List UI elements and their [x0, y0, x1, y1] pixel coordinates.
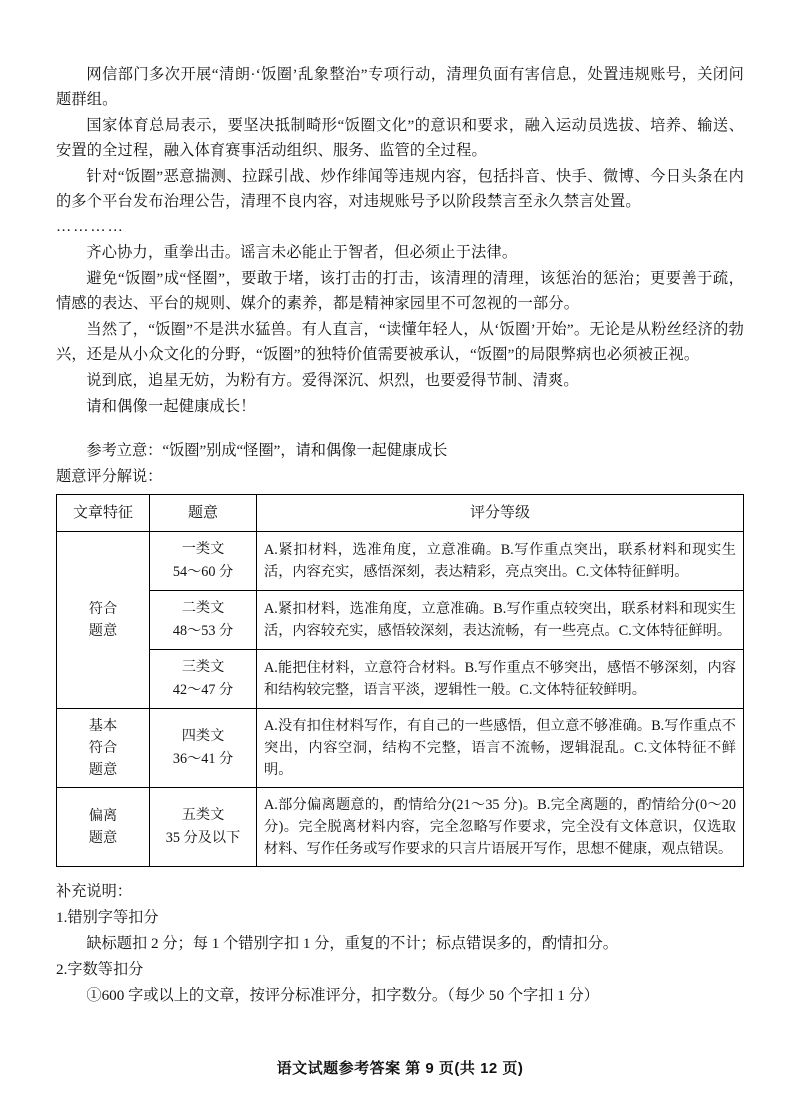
ellipsis-line: …………	[56, 218, 125, 235]
table-title: 题意评分解说：	[56, 468, 163, 485]
feature-label-line1: 符合	[88, 601, 118, 617]
criteria-cell-1: A.紧扣材料，选准角度，立意准确。B.写作重点突出，联系材料和现实生活，内容充实，感悟深刻，表达精彩，亮点突出。C.文体特征鲜明。	[257, 532, 744, 591]
feature-cell-basic	[57, 709, 150, 788]
note-body-1: 缺标题扣 2 分；每 1 个错别字扣 1 分，重复的不计；标点错误多的，酌情扣分。	[86, 935, 618, 952]
header-feature: 文章特征	[57, 495, 150, 532]
level-cell-2	[150, 591, 257, 650]
paragraph: 避免“饭圈”成“怪圈”，要敢于堵，该打击的打击，该清理的清理，该惩治的惩治；更要善于疏，情感的表达、平台的规则、媒介的素养，都是精神家园里不可忽视的一部分。	[56, 270, 744, 312]
grading-table	[56, 494, 744, 867]
note-heading-2: 2.字数等扣分	[56, 961, 144, 978]
paragraph: 针对“饭圈”恶意揣测、拉踩引战、炒作绯闻等违规内容，包括抖音、快手、微博、今日头条在内的多个平台发布治理公告，清理不良内容，对违规账号予以阶段禁言至永久禁言处置。	[56, 168, 744, 210]
criteria-cell-2: A.紧扣材料，选准角度，立意准确。B.写作重点较突出，联系材料和现实生活，内容较充实，感悟较深刻，表达流畅，有一些亮点。C.文体特征鲜明。	[257, 591, 744, 650]
feature-cell-deviate	[57, 788, 150, 867]
feature-label-line1: 偏离	[88, 808, 118, 824]
level-score: 36～41 分	[172, 751, 234, 767]
note-body-2: ①600 字或以上的文章，按评分标准评分，扣字数分。（每少 50 个字扣 1 分）	[86, 987, 599, 1004]
reference-idea: 参考立意：“饭圈”别成“怪圈”，请和偶像一起健康成长	[86, 442, 448, 459]
level-name: 五类文	[181, 807, 225, 823]
level-score: 54～60 分	[172, 564, 234, 580]
paragraph: 说到底，追星无妨，为粉有方。爱得深沉、炽烈，也要爱得节制、清爽。	[86, 372, 579, 389]
feature-label-line1: 基本	[88, 718, 118, 734]
table-row	[57, 532, 744, 591]
level-cell-4	[150, 709, 257, 788]
level-name: 三类文	[181, 659, 225, 675]
level-cell-5	[150, 788, 257, 867]
paragraph: 网信部门多次开展“清朗·‘饭圈’乱象整治”专项行动，清理负面有害信息，处置违规账号，关闭问题群组。	[56, 66, 744, 108]
level-cell-1	[150, 532, 257, 591]
paragraph: 当然了，“饭圈”不是洪水猛兽。有人直言，“读懂年轻人，从‘饭圈’开始”。无论是从粉丝经济的勃兴，还是从小众文化的分野，“饭圈”的独特价值需要被承认，“饭圈”的局限弊病也必须被正视。	[56, 321, 744, 363]
table-row	[57, 788, 744, 867]
level-name: 一类文	[181, 541, 225, 557]
supplementary-notes	[56, 879, 744, 1009]
feature-label-line3: 题意	[88, 762, 118, 778]
table-row	[57, 650, 744, 709]
criteria-cell-5: A.部分偏离题意的，酌情给分(21～35 分)。B.完全离题的，酌情给分(0～20 分)。完全脱离材料内容，完全忽略写作要求，完全没有文体意识，仅选取材料、写作任务或写作要求的只言片语展开写作，思想不健康，观点错误。	[257, 788, 744, 867]
level-name: 二类文	[181, 600, 225, 616]
level-name: 四类文	[181, 728, 225, 744]
page-footer: 语文试题参考答案 第 9 页(共 12 页)	[276, 1060, 524, 1077]
level-score: 42～47 分	[172, 682, 234, 698]
header-criteria: 评分等级	[257, 495, 744, 532]
criteria-cell-4: A.没有扣住材料写作，有自己的一些感悟，但立意不够准确。B.写作重点不突出，内容空洞，结构不完整，语言不流畅，逻辑混乱。C.文体特征不鲜明。	[257, 709, 744, 788]
level-cell-3	[150, 650, 257, 709]
paragraph: 国家体育总局表示，要坚决抵制畸形“饭圈文化”的意识和要求，融入运动员选拔、培养、输送、安置的全过程，融入体育赛事活动组织、服务、监管的全过程。	[56, 117, 744, 159]
feature-label-line2: 题意	[88, 623, 118, 639]
header-level: 题意	[150, 495, 257, 532]
table-row	[57, 591, 744, 650]
criteria-cell-3: A.能把住材料，立意符合材料。B.写作重点不够突出，感悟不够深刻，内容和结构较完整，语言平淡，逻辑性一般。C.文体特征较鲜明。	[257, 650, 744, 709]
feature-label-line2: 符合	[88, 740, 118, 756]
level-score: 35 分及以下	[165, 830, 241, 846]
feature-cell-conform	[57, 532, 150, 709]
note-heading-1: 1.错别字等扣分	[56, 909, 159, 926]
feature-label-line2: 题意	[88, 830, 118, 846]
paragraph: 请和偶像一起健康成长！	[86, 398, 256, 415]
level-score: 48～53 分	[172, 623, 234, 639]
table-header-row	[57, 495, 744, 532]
paragraph: 齐心协力，重拳出击。谣言未必能止于智者，但必须止于法律。	[86, 244, 518, 261]
notes-title: 补充说明：	[56, 883, 132, 900]
table-row	[57, 709, 744, 788]
spacer	[56, 420, 744, 438]
